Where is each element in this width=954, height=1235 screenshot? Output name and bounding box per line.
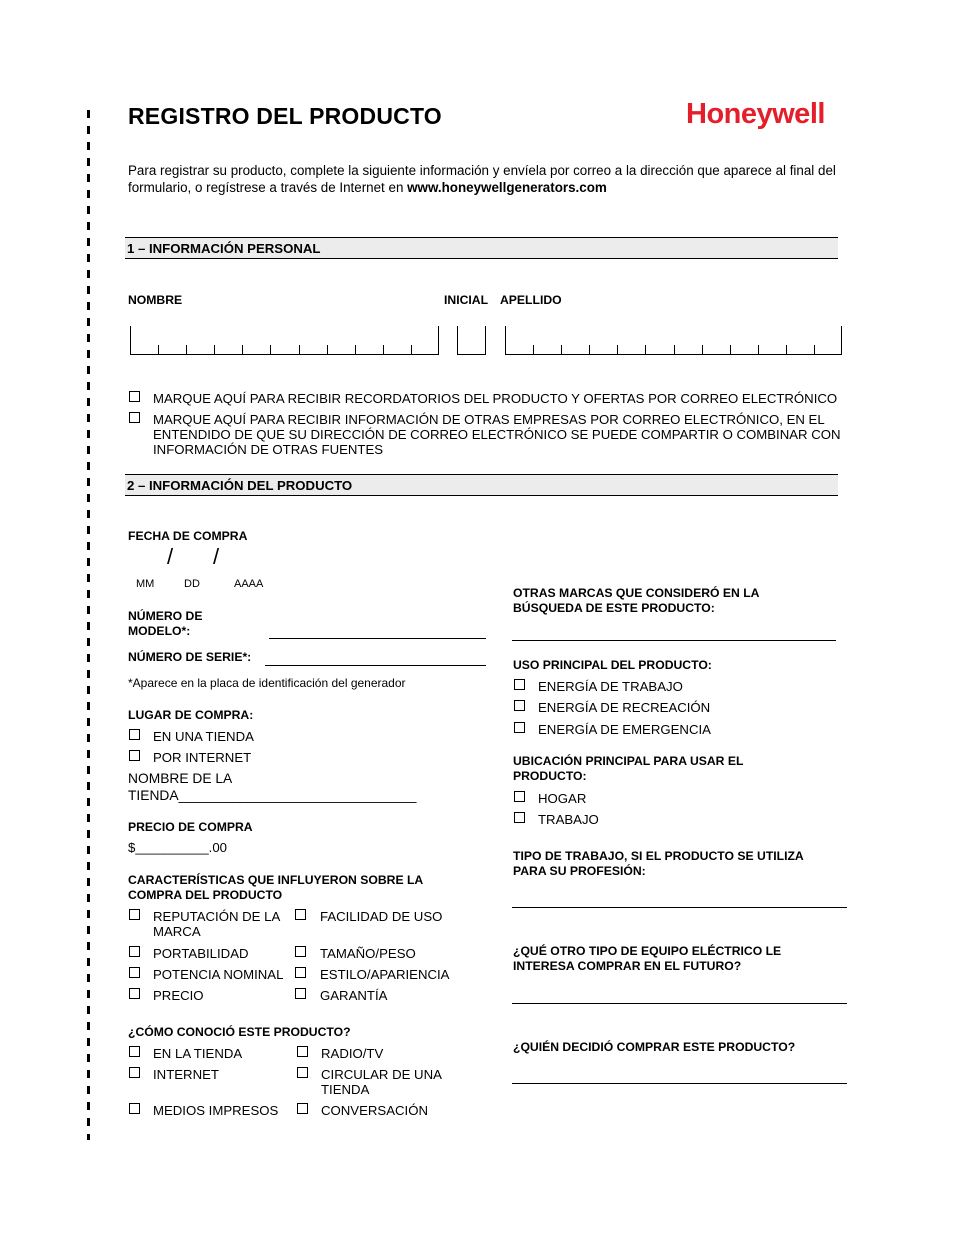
comb-tick <box>533 345 534 354</box>
serie-input[interactable] <box>265 665 486 666</box>
quien-input[interactable] <box>512 1083 847 1084</box>
intro-text: Para registrar su producto, complete la siguiente información y envíela por correo a la dirección que aparece al final del formulario, o regístrese a través de Internet en <box>128 163 836 195</box>
precio-field[interactable]: $__________.00 <box>128 840 228 855</box>
comb-tick <box>355 345 356 354</box>
garantia-label: GARANTÍA <box>320 988 388 1003</box>
honeywell-logo: Honeywell <box>686 98 825 130</box>
por-internet-checkbox[interactable] <box>129 750 140 761</box>
date-separator: / <box>167 544 174 569</box>
comb-tick <box>438 326 439 354</box>
modelo-input[interactable] <box>269 638 486 639</box>
comb-tick <box>485 326 486 354</box>
tamano-label: TAMAÑO/PESO <box>320 946 416 961</box>
comb-tick <box>841 326 842 354</box>
comb-tick <box>617 345 618 354</box>
equipo-input[interactable] <box>512 1003 847 1004</box>
comb-tick <box>786 345 787 354</box>
comb-tick <box>383 345 384 354</box>
comb-tick <box>299 345 300 354</box>
serie-label: NÚMERO DE SERIE*: <box>128 650 252 664</box>
trabajo-checkbox[interactable] <box>514 812 525 823</box>
precio-option-label: PRECIO <box>153 988 204 1003</box>
uso-label: USO PRINCIPAL DEL PRODUCTO: <box>513 658 712 672</box>
energia-emergencia-label: ENERGÍA DE EMERGENCIA <box>538 722 711 737</box>
radio-tv-checkbox[interactable] <box>297 1046 308 1057</box>
inicial-label: INICIAL <box>444 293 489 307</box>
date-separator: / <box>213 544 220 569</box>
apellido-input[interactable] <box>505 327 842 355</box>
potencia-label: POTENCIA NOMINAL <box>153 967 284 982</box>
comb-tick <box>730 345 731 354</box>
comb-tick <box>411 345 412 354</box>
nombre-input[interactable] <box>130 327 439 355</box>
placa-note: *Aparece en la placa de identificación del generador <box>128 676 406 690</box>
tipo-trabajo-label: TIPO DE TRABAJO, SI EL PRODUCTO SE UTILIZA PARA SU PROFESIÓN: <box>513 849 804 878</box>
intro-paragraph <box>128 162 868 196</box>
section1-heading: 1 – INFORMACIÓN PERSONAL <box>125 237 838 259</box>
energia-trabajo-label: ENERGÍA DE TRABAJO <box>538 679 683 694</box>
comb-tick <box>758 345 759 354</box>
circular-label: CIRCULAR DE UNA TIENDA <box>321 1067 442 1097</box>
comb-tick <box>242 345 243 354</box>
fecha-label: FECHA DE COMPRA <box>128 529 248 543</box>
comb-tick <box>327 345 328 354</box>
apellido-label: APELLIDO <box>500 293 562 307</box>
hogar-checkbox[interactable] <box>514 791 525 802</box>
estilo-label: ESTILO/APARIENCIA <box>320 967 450 982</box>
ubicacion-label: UBICACIÓN PRINCIPAL PARA USAR EL PRODUCTO: <box>513 754 744 783</box>
comb-tick <box>645 345 646 354</box>
energia-emergencia-checkbox[interactable] <box>514 722 525 733</box>
comb-tick <box>702 345 703 354</box>
portabilidad-label: PORTABILIDAD <box>153 946 249 961</box>
precio-checkbox[interactable] <box>129 988 140 999</box>
comb-tick <box>270 345 271 354</box>
portabilidad-checkbox[interactable] <box>129 946 140 957</box>
comb-tick <box>505 326 506 354</box>
reputacion-label: REPUTACIÓN DE LA MARCA <box>153 909 280 939</box>
energia-recreacion-checkbox[interactable] <box>514 700 525 711</box>
en-tienda-checkbox[interactable] <box>129 729 140 740</box>
precio-label: PRECIO DE COMPRA <box>128 820 253 834</box>
comb-tick <box>158 345 159 354</box>
comb-tick <box>186 345 187 354</box>
hogar-label: HOGAR <box>538 791 587 806</box>
trabajo-label: TRABAJO <box>538 812 599 827</box>
otras-marcas-label: OTRAS MARCAS QUE CONSIDERÓ EN LA BÚSQUEDA DE ESTE PRODUCTO: <box>513 586 760 615</box>
medios-impresos-checkbox[interactable] <box>129 1103 140 1114</box>
optin-third-party-checkbox[interactable] <box>129 412 140 423</box>
conocio-label: ¿CÓMO CONOCIÓ ESTE PRODUCTO? <box>128 1025 351 1039</box>
facilidad-label: FACILIDAD DE USO <box>320 909 443 924</box>
section2-heading: 2 – INFORMACIÓN DEL PRODUCTO <box>125 474 838 496</box>
comb-tick <box>457 326 458 354</box>
comb-tick <box>814 345 815 354</box>
radio-tv-label: RADIO/TV <box>321 1046 384 1061</box>
en-tienda-label: EN UNA TIENDA <box>153 729 254 744</box>
mm-label: MM <box>136 578 155 590</box>
intro-link[interactable]: www.honeywellgenerators.com <box>407 180 607 195</box>
inicial-input[interactable] <box>457 327 486 355</box>
conversacion-label: CONVERSACIÓN <box>321 1103 428 1118</box>
circular-checkbox[interactable] <box>297 1067 308 1078</box>
otras-marcas-input[interactable] <box>512 640 836 641</box>
comb-tick <box>589 345 590 354</box>
aaaa-label: AAAA <box>234 578 264 590</box>
conversacion-checkbox[interactable] <box>297 1103 308 1114</box>
comb-tick <box>214 345 215 354</box>
comb-tick <box>674 345 675 354</box>
medios-impresos-label: MEDIOS IMPRESOS <box>153 1103 279 1118</box>
facilidad-checkbox[interactable] <box>295 909 306 920</box>
en-la-tienda-checkbox[interactable] <box>129 1046 140 1057</box>
optin-email-checkbox[interactable] <box>129 391 140 402</box>
por-internet-label: POR INTERNET <box>153 750 252 765</box>
optin-third-party-label: MARQUE AQUÍ PARA RECIBIR INFORMACIÓN DE OTRAS EMPRESAS POR CORREO ELECTRÓNICO, EN EL ENTENDIDO DE QUE SU DIRECCIÓN DE CORREO ELECTRÓNICO SE PUEDE COMPARTIR O COMBINAR CON INFORMACIÓN DE OTRAS FUENTES <box>153 412 841 457</box>
nombre-label: NOMBRE <box>128 293 183 307</box>
potencia-checkbox[interactable] <box>129 967 140 978</box>
quien-label: ¿QUIÉN DECIDIÓ COMPRAR ESTE PRODUCTO? <box>513 1040 796 1054</box>
tamano-checkbox[interactable] <box>295 946 306 957</box>
energia-recreacion-label: ENERGÍA DE RECREACIÓN <box>538 700 711 715</box>
garantia-checkbox[interactable] <box>295 988 306 999</box>
dd-label: DD <box>184 578 200 590</box>
tipo-trabajo-input[interactable] <box>512 907 847 908</box>
page-title: REGISTRO DEL PRODUCTO <box>128 103 442 129</box>
internet-checkbox[interactable] <box>129 1067 140 1078</box>
modelo-label: NÚMERO DE MODELO*: <box>128 609 203 638</box>
caracteristicas-label: CARACTERÍSTICAS QUE INFLUYERON SOBRE LA COMPRA DEL PRODUCTO <box>128 873 423 902</box>
comb-tick <box>130 326 131 354</box>
lugar-label: LUGAR DE COMPRA: <box>128 708 254 722</box>
equipo-label: ¿QUÉ OTRO TIPO DE EQUIPO ELÉCTRICO LE INTERESA COMPRAR EN EL FUTURO? <box>513 944 782 973</box>
reputacion-checkbox[interactable] <box>129 909 140 920</box>
tienda-field[interactable]: NOMBRE DE LA TIENDA_______________________________ <box>128 771 417 803</box>
optin-email-label: MARQUE AQUÍ PARA RECIBIR RECORDATORIOS DEL PRODUCTO Y OFERTAS POR CORREO ELECTRÓNICO <box>153 391 838 406</box>
energia-trabajo-checkbox[interactable] <box>514 679 525 690</box>
comb-tick <box>561 345 562 354</box>
internet-label: INTERNET <box>153 1067 219 1082</box>
estilo-checkbox[interactable] <box>295 967 306 978</box>
en-la-tienda-label: EN LA TIENDA <box>153 1046 243 1061</box>
cut-line <box>87 110 90 1140</box>
